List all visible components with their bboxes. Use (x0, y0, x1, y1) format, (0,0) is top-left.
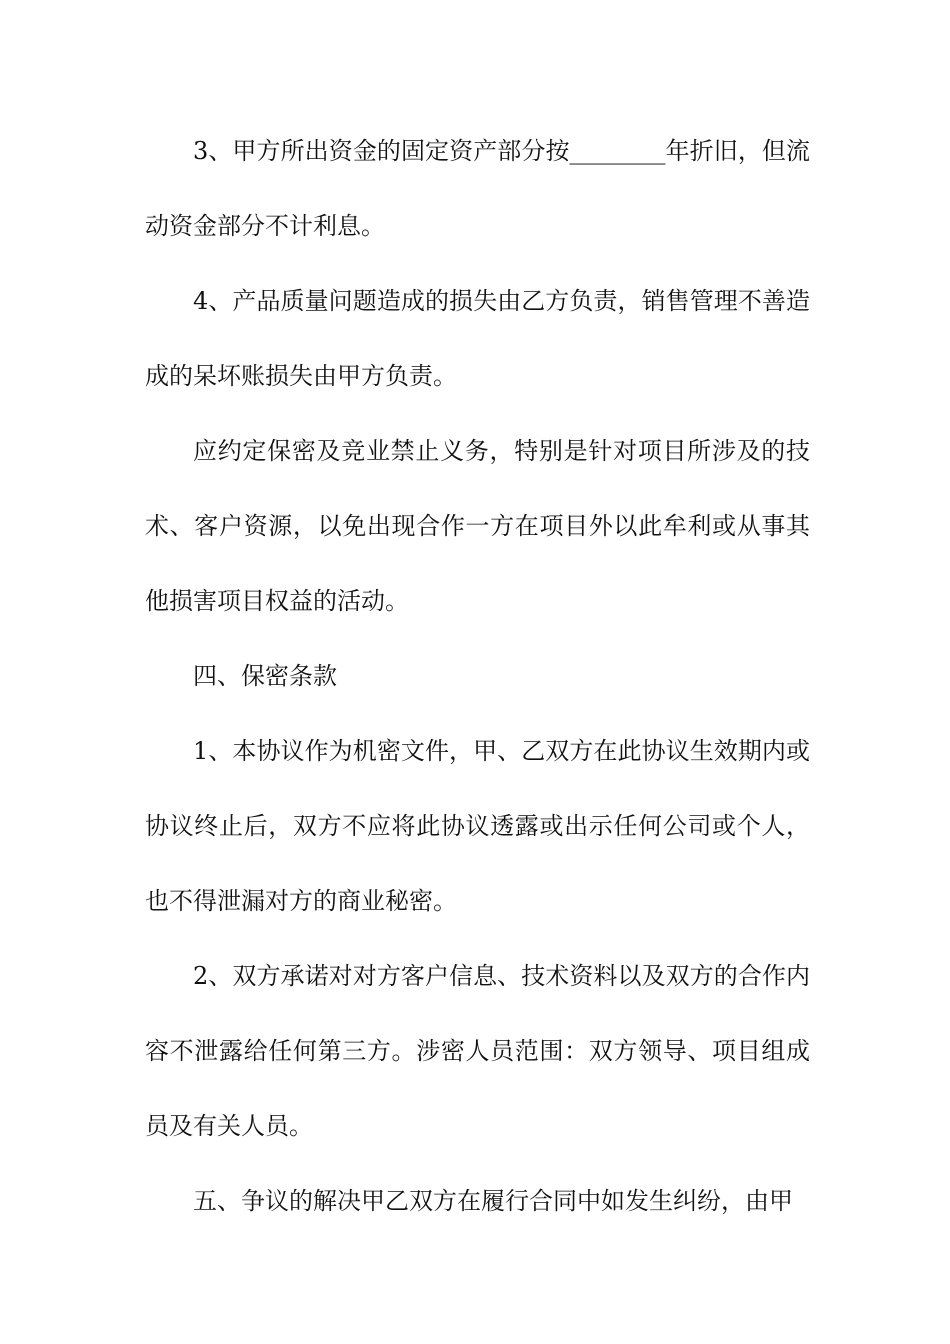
paragraph-non-compete-clause: 应约定保密及竞业禁止义务，特别是针对项目所涉及的技术、客户资源，以免出现合作一方在项目外以此牟利或从事其他损害项目权益的活动。 (145, 437, 810, 615)
paragraph-confidential-document-clause: 1、本协议作为机密文件，甲、乙双方在此协议生效期内或协议终止后，双方不应将此协议透露或出示任何公司或个人，也不得泄漏对方的商业秘密。 (145, 737, 810, 915)
section-heading-confidentiality: 四、保密条款 (193, 662, 337, 690)
paragraph-non-disclosure-clause: 2、双方承诺对对方客户信息、技术资料以及双方的合作内容不泄露给任何第三方。涉密人员范围：双方领导、项目组成员及有关人员。 (145, 962, 810, 1140)
paragraph-depreciation-clause: 3、甲方所出资金的固定资产部分按________年折旧，但流动资金部分不计利息。 (145, 137, 810, 240)
paragraph-quality-loss-clause: 4、产品质量问题造成的损失由乙方负责，销售管理不善造成的呆坏账损失由甲方负责。 (145, 287, 810, 390)
paragraph-dispute-resolution: 五、争议的解决甲乙双方在履行合同中如发生纠纷，由甲 (193, 1187, 793, 1215)
